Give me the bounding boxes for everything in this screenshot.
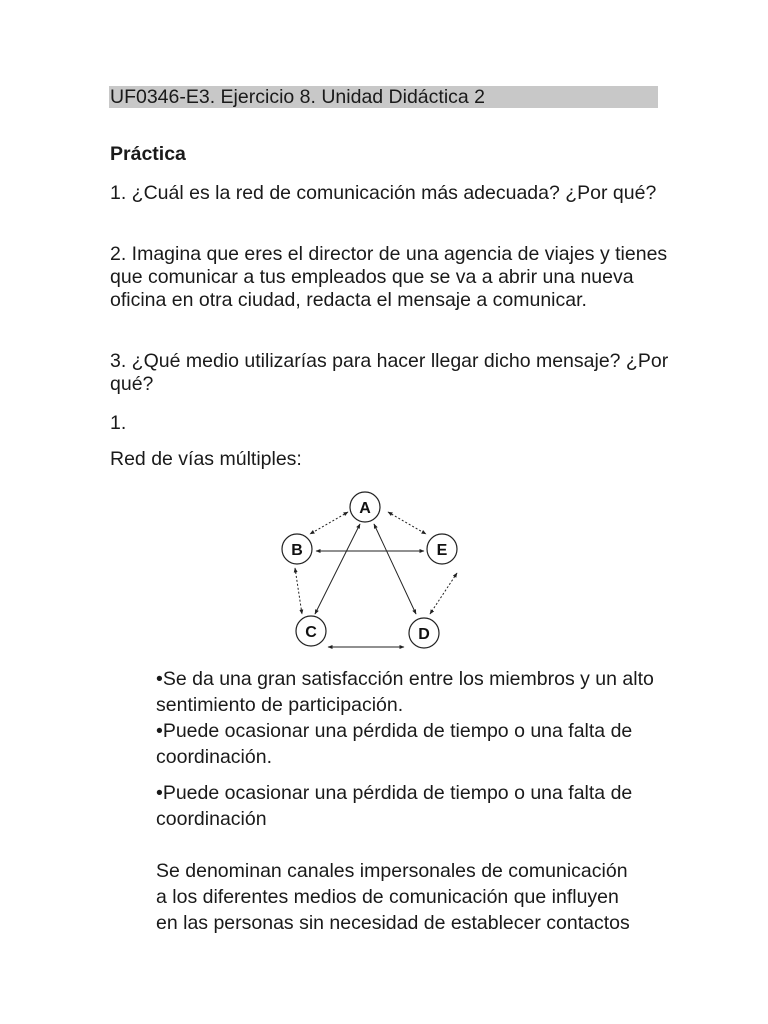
document-title: UF0346-E3. Ejercicio 8. Unidad Didáctica 2: [110, 86, 486, 108]
bullet-2: •Puede ocasionar una pérdida de tiempo o una falta de coordinación.: [156, 720, 633, 768]
svg-text:C: C: [305, 624, 317, 641]
edge-b-c: [295, 568, 302, 614]
node-d: [409, 618, 439, 648]
svg-text:B: B: [291, 542, 303, 559]
node-a: [350, 492, 380, 522]
edge-a-c: [315, 524, 360, 614]
question-2: 2. Imagina que eres el director de una agencia de viajes y tienes que comunicar a tus empleados que se va a abrir una nueva oficina en otra ciudad, redacta el mensaje a comunicar.: [110, 243, 668, 311]
node-c: [296, 616, 326, 646]
edge-a-e: [388, 512, 426, 534]
paragraph-line: a los diferentes medios de comunicación que influyen: [156, 886, 619, 908]
svg-text:A: A: [359, 500, 371, 517]
network-label: Red de vías múltiples:: [110, 448, 302, 470]
paragraph-line: en las personas sin necesidad de establecer contactos: [156, 912, 630, 934]
question-1: 1. ¿Cuál es la red de comunicación más adecuada? ¿Por qué?: [110, 182, 657, 204]
svg-text:D: D: [418, 626, 430, 643]
section-heading: Práctica: [110, 143, 186, 165]
node-e: [427, 534, 457, 564]
multi-path-network-diagram: [270, 488, 470, 656]
bullet-3: •Puede ocasionar una pérdida de tiempo o una falta de coordinación: [156, 782, 633, 830]
question-3: 3. ¿Qué medio utilizarías para hacer llegar dicho mensaje? ¿Por qué?: [110, 350, 669, 395]
answer-number: 1.: [110, 412, 127, 434]
paragraph-line: Se denominan canales impersonales de comunicación: [156, 860, 628, 882]
bullet-1: •Se da una gran satisfacción entre los miembros y un alto sentimiento de participación.: [156, 668, 654, 716]
svg-text:E: E: [436, 542, 448, 559]
edge-e-d: [430, 573, 457, 614]
edge-a-b: [310, 512, 348, 534]
paragraph: [156, 858, 676, 936]
node-b: [282, 534, 312, 564]
edge-a-d: [374, 524, 416, 614]
